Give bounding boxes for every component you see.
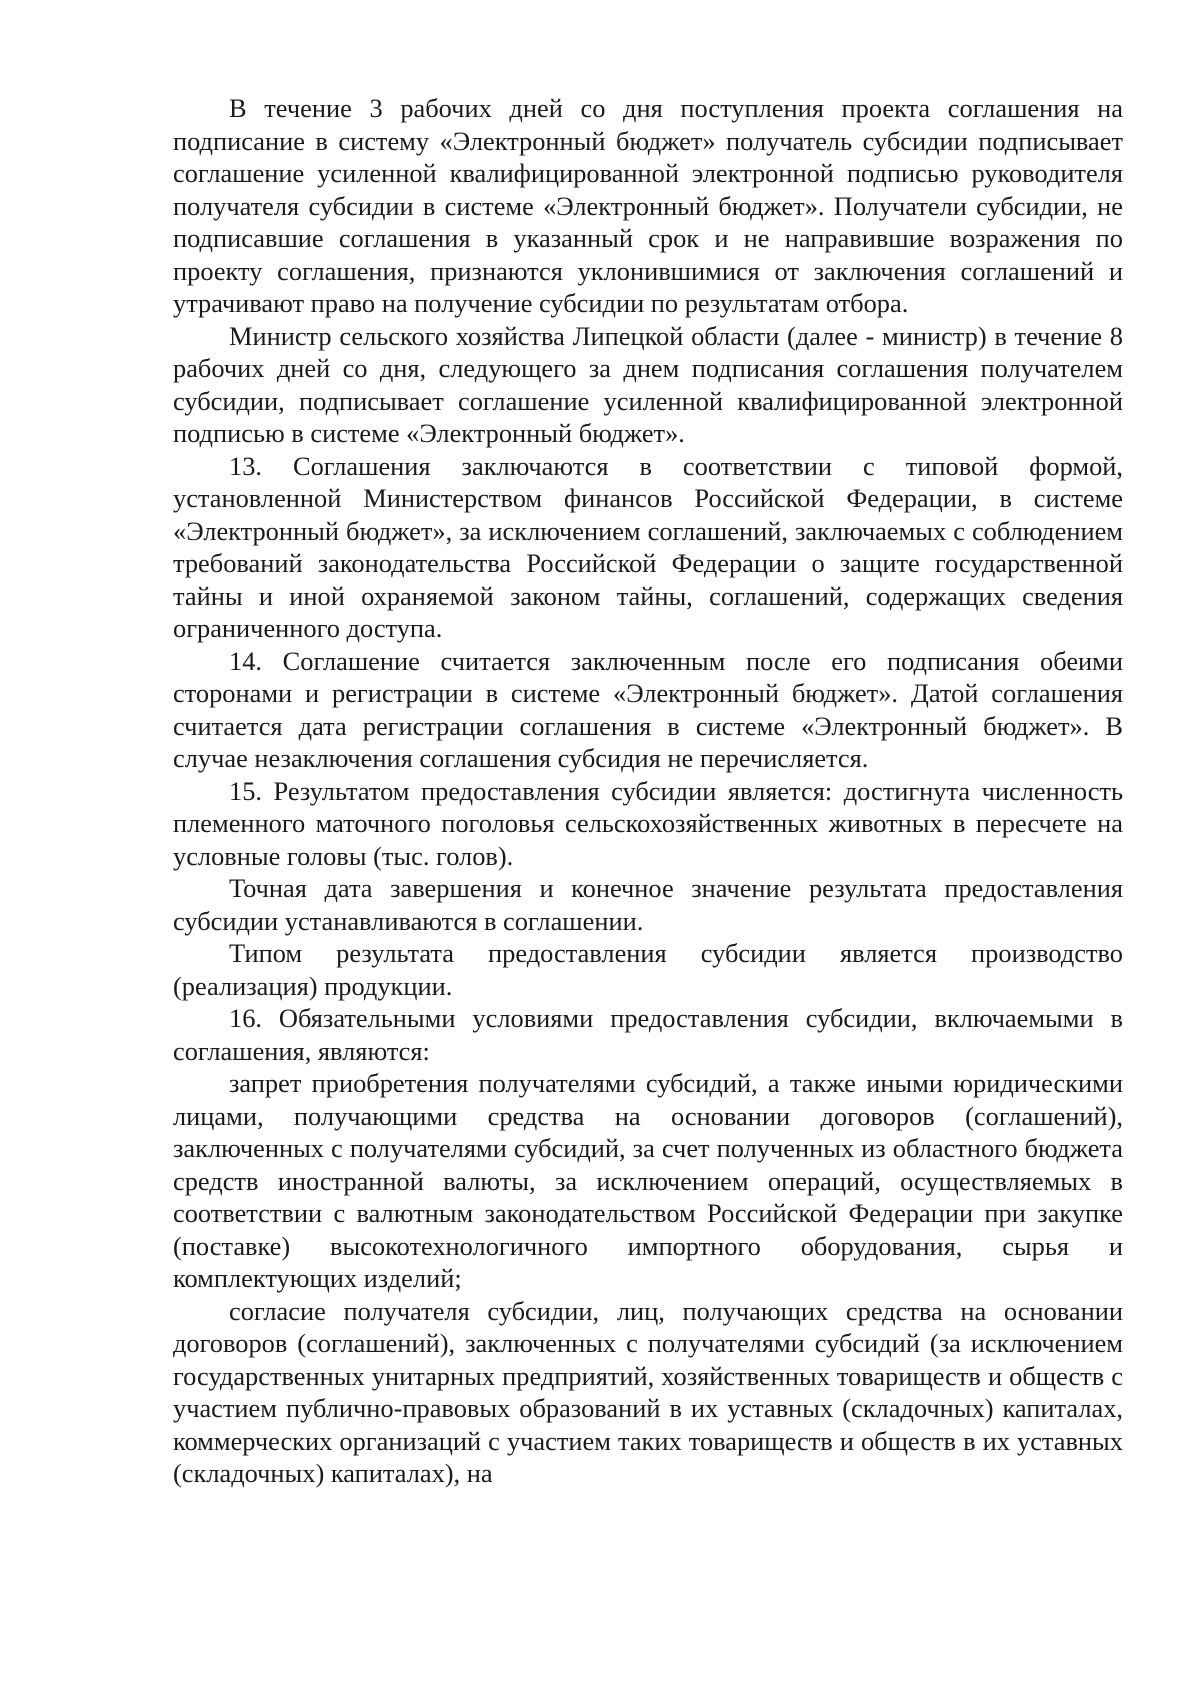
paragraph-14: 14. Соглашение считается заключенным после его подписания обеими сторонами и регистрации в системе «Электронный бюджет». Датой соглашения считается дата регистрации соглашения в системе «Электронный бюджет». В случае незаключения соглашения субсидия не перечисляется.	[173, 645, 1123, 773]
paragraph-15: 15. Результатом предоставления субсидии является: достигнута численность племенного маточного поголовья сельскохозяйственных животных в пересчете на условные головы (тыс. голов).	[173, 775, 1123, 871]
paragraph-result-type: Типом результата предоставления субсидии является производство (реализация) продукции.	[173, 938, 1123, 1001]
paragraph-13: 13. Соглашения заключаются в соответствии с типовой формой, установленной Министерством финансов Российской Федерации, в системе «Электронный бюджет», за исключением соглашений, заключаемых с соблюдением требований законодательства Российской Федерации о защите государственной тайны и иной охраняемой законом тайны, соглашений, содержащих сведения ограниченного доступа.	[173, 450, 1123, 643]
paragraph-consent: согласие получателя субсидии, лиц, получающих средства на основании договоров (соглашений), заключенных с получателями субсидий (за исключением государственных унитарных предприятий, хозяйственных товариществ и обществ с участием публично-правовых образований в их уставных (складочных) капиталах, коммерческих организаций с участием таких товариществ и обществ в их уставных (складочных) капиталах), на	[173, 1295, 1123, 1488]
paragraph-result-date: Точная дата завершения и конечное значение результата предоставления субсидии устанавливаются в соглашении.	[173, 873, 1123, 936]
paragraph-signing-by-minister: Министр сельского хозяйства Липецкой области (далее - министр) в течение 8 рабочих дней со дня, следующего за днем подписания соглашения получателем субсидии, подписывает соглашение усиленной квалифицированной электронной подписью в системе «Электронный бюджет».	[173, 320, 1123, 448]
paragraph-signing-by-recipient: В течение 3 рабочих дней со дня поступления проекта соглашения на подписание в систему «Электронный бюджет» получатель субсидии подписывает соглашение усиленной квалифицированной электронной подписью руководителя получателя субсидии в системе «Электронный бюджет». Получатели субсидии, не подписавшие соглашения в указанный срок и не направившие возражения по проекту соглашения, признаются уклонившимися от заключения соглашений и утрачивают право на получение субсидии по результатам отбора.	[173, 93, 1123, 318]
paragraph-currency-ban: запрет приобретения получателями субсидий, а также иными юридическими лицами, получающими средства на основании договоров (соглашений), заключенных с получателями субсидий, за счет полученных из областного бюджета средств иностранной валюты, за исключением операций, осуществляемых в соответствии с валютным законодательством Российской Федерации при закупке (поставке) высокотехнологичного импортного оборудования, сырья и комплектующих изделий;	[173, 1068, 1123, 1293]
document-body	[173, 92, 1123, 1490]
paragraph-16: 16. Обязательными условиями предоставления субсидии, включаемыми в соглашения, являются:	[173, 1003, 1123, 1066]
